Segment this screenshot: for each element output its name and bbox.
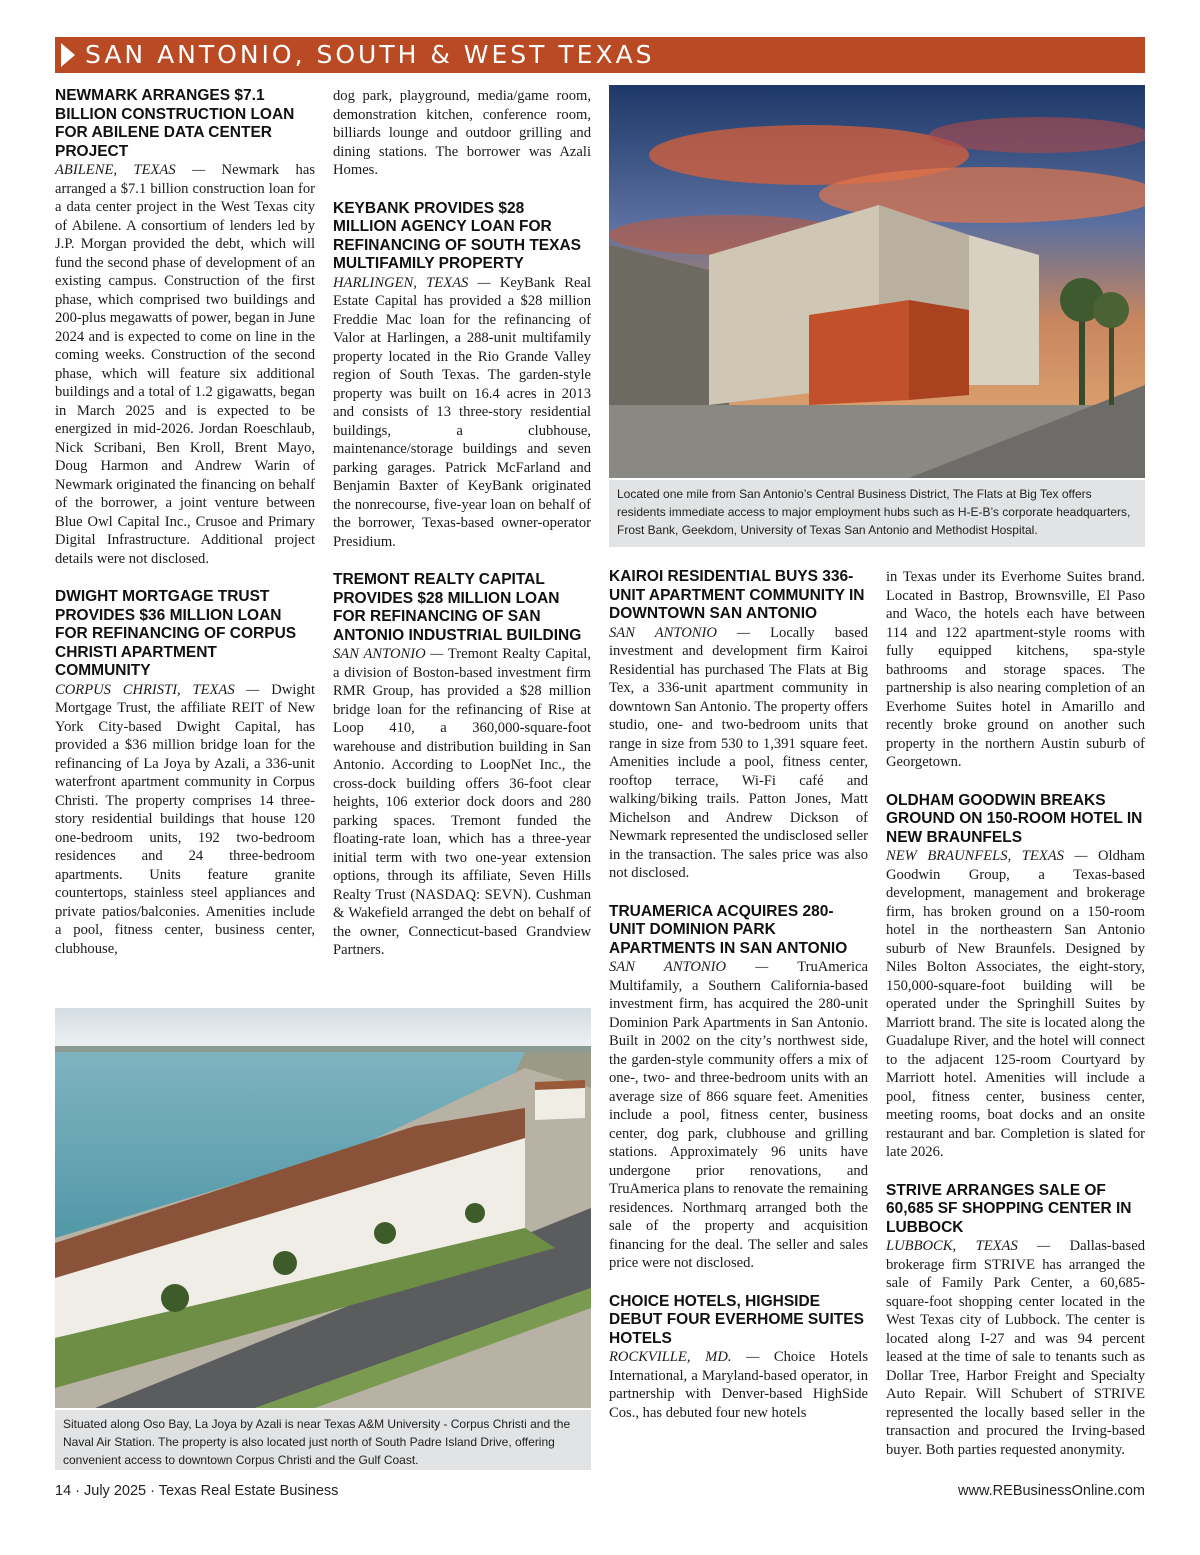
headline: CHOICE HOTELS, HIGHSIDE DEBUT FOUR EVERHOME SUITES HOTELS [609,1292,864,1347]
headline: KEYBANK PROVIDES $28 MILLION AGENCY LOAN FOR REFINANCING OF SOUTH TEXAS MULTIFAMILY PROPERTY [333,199,582,272]
headline: NEWMARK ARRANGES $7.1 BILLION CONSTRUCTION LOAN FOR ABILENE DATA CENTER PROJECT [55,87,295,160]
headline: KAIROI RESIDENTIAL BUYS 336-UNIT APARTMENT COMMUNITY IN DOWNTOWN SAN ANTONIO [609,568,865,622]
article-oldham [886,792,1145,1162]
apartment-photo-illustration [609,85,1145,478]
article-body [333,645,591,960]
section-title: SAN ANTONIO, SOUTH & WEST TEXAS [85,40,655,69]
headline: TRUAMERICA ACQUIRES 280-UNIT DOMINION PARK APARTMENTS IN SAN ANTONIO [609,902,848,957]
article-truamerica [609,903,868,1273]
column-2 [333,87,591,980]
article-body [333,274,591,552]
headline: OLDHAM GOODWIN BREAKS GROUND ON 150-ROOM HOTEL IN NEW BRAUNFELS [886,791,1143,846]
arrow-icon [61,43,75,67]
body-text: Newmark has arranged a $7.1 billion construction loan for a data center project in the West Texas city of Abilene. A consortium of lenders led by J.P. Morgan provided the debt, which will fund the second phase of development of an existing campus. Construction of the first phase, which comprised two buildings and 200-plus megawatts of power, began in June 2024 and is expected to come on line in the coming weeks. Construction of the second phase, which will feature six additional buildings and a total of 1.2 gigawatts, began in March 2025 and is expected to be energized in mid-2026. Jordan Roeschlaub, Nick Scribani, Ben Kroll, Brent Mayo, Doug Harmon and Andrew Warin of Newmark originated the financing on behalf of the borrower, a joint venture between Blue Owl Capital Inc., Crusoe and Primary Digital Infrastructure. Additional project details were not disclosed. [55,162,316,567]
article-choice-continued [886,568,1145,772]
article-dwight [55,588,315,958]
article-body [609,624,868,883]
body-text: dog park, playground, media/game room, demonstration kitchen, conference room, billiards lounge and outdoor grilling and dining stations. The borrower was Azali Homes. [333,88,591,178]
body-text: Choice Hotels International, a Maryland-based operator, in partnership with Denver-based HighSide Cos., has debuted four new hotels [609,1349,868,1421]
article-body [55,681,315,959]
headline: TREMONT REALTY CAPITAL PROVIDES $28 MILLION LOAN FOR REFINANCING OF SAN ANTONIO INDUSTRIAL BUILDING [333,571,582,644]
body-text: KeyBank Real Estate Capital has provided a $28 million Freddie Mac loan for the refinancing of Valor at Harlingen, a 288-unit multifamily property located in the Rio Grande Valley region of South Texas. The garden-style property was built on 16.4 acres in 2013 and consists of 13 three-story residential buildings, a clubhouse, maintenance/storage buildings and seven parking garages. Patrick McFarland and Benjamin Baxter of KeyBank originated the nonrecourse, five-year loan on behalf of the borrower, Texas-based owner-operator Presidium. [333,274,591,550]
photo-caption: Located one mile from San Antonio’s Central Business District, The Flats at Big Tex offers residents immediate access to major employment hubs such as H-E-B’s corporate headquarters, Frost Bank, Geekdom, University of Texas San Antonio and Methodist Hospital. [609,480,1145,547]
dateline: SAN ANTONIO — [333,646,444,662]
column-1 [55,87,315,978]
dateline: CORPUS CHRISTI, TEXAS — [55,681,260,698]
headline: DWIGHT MORTGAGE TRUST PROVIDES $36 MILLION LOAN FOR REFINANCING OF CORPUS CHRISTI APARTMENT COMMUNITY [55,588,297,679]
article-body [609,1348,868,1422]
footer-page-info: 14 · July 2025 · Texas Real Estate Business [55,1483,339,1499]
column-3 [609,568,868,1442]
photo-la-joya [55,1008,591,1408]
body-text: Dallas-based brokerage firm STRIVE has arranged the sale of Family Park Center, a 60,685-square-foot shopping center located in the West Texas city of Lubbock. The center is located along I-27 and was 94 percent leased at the time of sale to tenants such as Dollar Tree, Harbor Freight and Specialty Auto Repair. Will Schubert of STRIVE represented the locally based seller in the transaction and procured the Irving-based buyer. Both parties requested anonymity. [886,1238,1145,1458]
body-text: Dwight Mortgage Trust, the affiliate REIT of New York City-based Dwight Capital, has provided a $36 million bridge loan for the refinancing of La Joya by Azali, a 336-unit waterfront apartment community in Corpus Christi. The property comprises 14 three-story residential buildings that house 120 one-bedroom units, 192 two-bedroom residences and 24 three-bedroom apartments. Units feature granite countertops, stainless steel appliances and private patios/balconies. Amenities include a pool, fitness center, business center, clubhouse, [55,681,315,957]
article-keybank [333,200,591,552]
dateline: SAN ANTONIO — [609,624,751,641]
article-tremont [333,571,591,960]
dateline: ABILENE, TEXAS — [55,162,206,178]
dateline: HARLINGEN, TEXAS — [333,274,491,291]
body-text: Oldham Goodwin Group, a Texas-based development, management and brokerage firm, has broken ground on a 150-room hotel in the northeastern San Antonio suburb of New Braunfels. Designed by Niles Bolton Associates, the eight-story, 150,000-square-foot building will be operated under the Springhill Suites by Marriott brand. The site is located along the Guadalupe River, and the hotel will connect to the adjacent 125-room Courtyard by Marriott hotel. Amenities will include a pool, fitness center, business center, meeting rooms, boat docks and an onsite restaurant and bar. Completion is slated for late 2026. [886,848,1146,1160]
article-newmark [55,87,315,568]
headline: STRIVE ARRANGES SALE OF 60,685 SF SHOPPING CENTER IN LUBBOCK [886,1181,1132,1236]
footer-website-link[interactable]: www.REBusinessOnline.com [958,1483,1145,1499]
dateline: ROCKVILLE, MD. — [609,1349,760,1365]
article-body [609,958,868,1273]
article-kairoi [609,568,868,883]
dateline: SAN ANTONIO — [609,959,769,975]
article-dwight-continued [333,87,591,180]
body-text: Locally based investment and development firm Kairoi Residential has purchased The Flats at Big Tex, a 336-unit apartment community in downtown San Antonio. The property offers studio, one- and two-bedroom units that range in size from 530 to 1,391 square feet. Amenities include a pool, fitness center, rooftop terrace, Wi-Fi café and walking/biking trails. Patton Jones, Matt Michelson and Andrew Dickson of Newmark represented the undisclosed seller in the transaction. The sales price was also not disclosed. [609,624,868,881]
column-4 [886,568,1145,1479]
article-strive [886,1182,1145,1460]
body-text: Tremont Realty Capital, a division of Boston-based investment firm RMR Group, has provided a $28 million bridge loan for the refinancing of Rise at Loop 410, a 360,000-square-foot warehouse and distribution building in San Antonio. According to LoopNet Inc., the cross-dock building offers 36-foot clear heights, 106 exterior dock doors and 280 parking spaces. Tremont funded the floating-rate loan, which has a three-year initial term with two one-year extension options, through its affiliate, Seven Hills Realty Trust (NASDAQ: SEVN). Cushman & Wakefield arranged the debt on behalf of the owner, Connecticut-based Grandview Partners. [333,646,591,958]
section-banner [55,37,1145,73]
dateline: LUBBOCK, TEXAS — [886,1238,1051,1254]
photo-big-tex [609,85,1145,478]
body-text: TruAmerica Multifamily, a Southern California-based investment firm, has acquired the 280-unit Dominion Park Apartments in San Antonio. Built in 2002 on the city’s northwest side, the garden-style community offers a mix of one-, two- and three-bedroom units with an average size of 866 square feet. Amenities include a pool, fitness center, business center, dog park, clubhouse and grilling stations. Approximately 96 units have undergone prior renovations, and TruAmerica plans to renovate the remaining residences. Northmarq arranged both the sale of the property and acquisition financing for the deal. The seller and sales price were not disclosed. [609,959,868,1271]
dateline: NEW BRAUNFELS, TEXAS — [886,848,1088,864]
article-body [886,1237,1145,1459]
body-text: in Texas under its Everhome Suites brand. Located in Bastrop, Brownsville, El Paso and Waco, the hotels each have between 114 and 122 apartment-style rooms with fully equipped kitchens, spa-style bathrooms and storage spaces. The partnership is also nearing completion of an Everhome Suites hotel in Amarillo and recently broke ground on another such property in the northern Austin suburb of Georgetown. [886,569,1145,770]
waterfront-photo-illustration [55,1008,591,1408]
article-choice [609,1293,868,1423]
photo-caption: Situated along Oso Bay, La Joya by Azali is near Texas A&M University - Corpus Christi and the Naval Air Station. The property is also located just north of South Padre Island Drive, offering convenient access to downtown Corpus Christi and the Gulf Coast. [55,1410,591,1470]
article-body [886,847,1145,1162]
article-body [55,161,315,568]
